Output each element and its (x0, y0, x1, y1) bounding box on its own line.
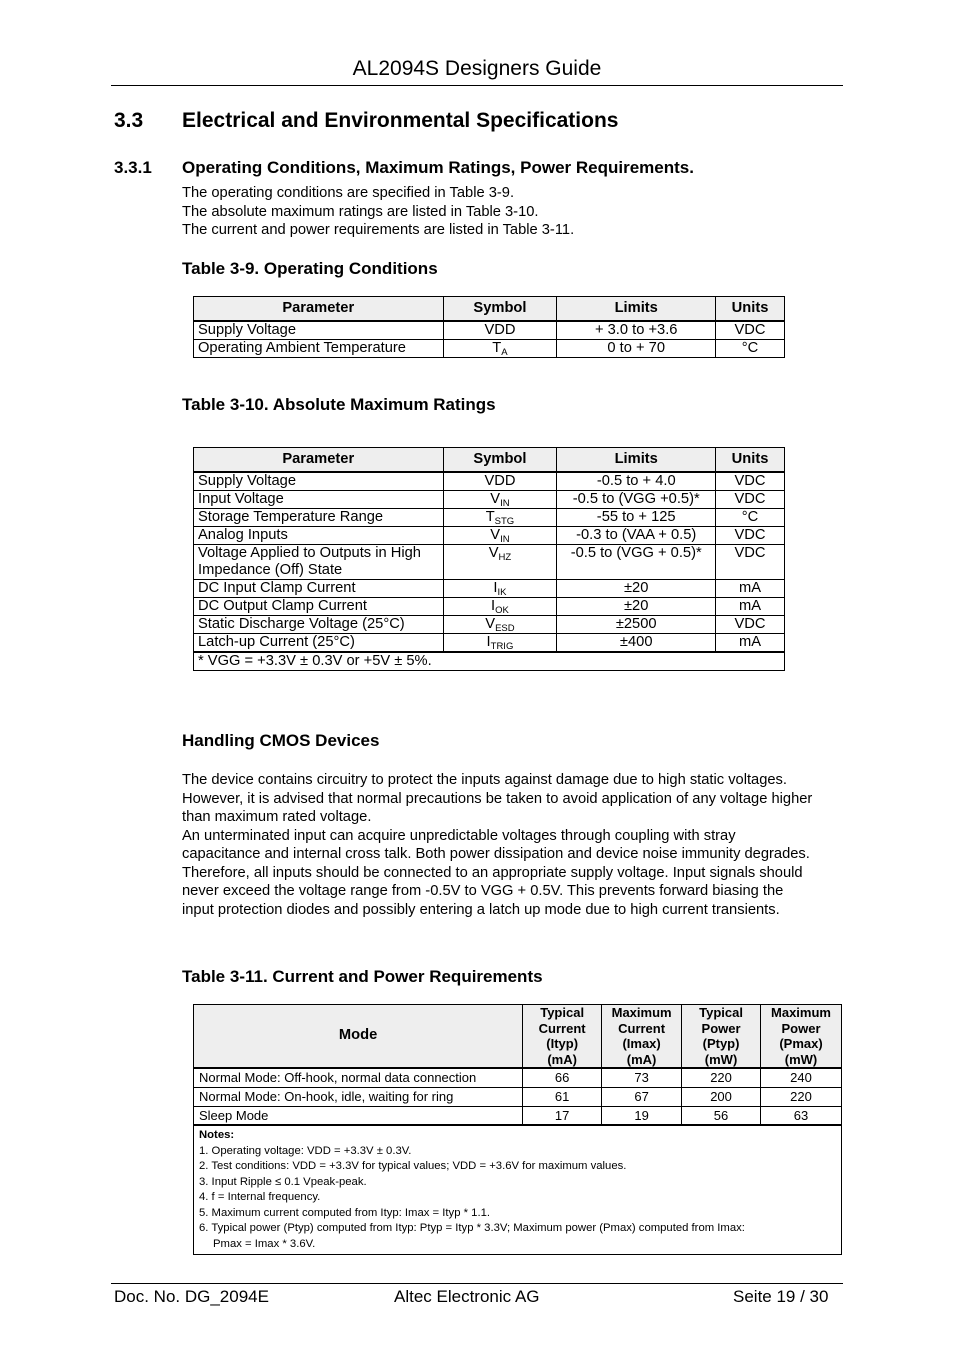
column-header: Limits (557, 297, 716, 321)
cmos-heading: Handling CMOS Devices (182, 731, 380, 750)
column-header: Maximum Current (Imax) (mA) (602, 1005, 682, 1069)
column-header: Parameter (194, 297, 444, 321)
table-row: Normal Mode: Off-hook, normal data connection 66 73 220 240 (194, 1068, 842, 1087)
table-footnote: * VGG = +3.3V ± 0.3V or +5V ± 5%. (194, 652, 785, 671)
table-footnote-row (194, 652, 785, 671)
subsection-title: Operating Conditions, Maximum Ratings, Power Requirements. (182, 158, 694, 177)
table-row: Normal Mode: On-hook, idle, waiting for ring 61 67 200 220 (194, 1087, 842, 1106)
paragraph: An unterminated input can acquire unpredictable voltages through coupling with stray capacitance and internal cross talk. Both power dissipation and device noise immunity degrades. Therefore, all inputs should be connected to an appropriate supply voltage. Input signals should never exceed the voltage range from -0.5V to VGG + 0.5V. This prevents forward biasing the input protection diodes and possibly entering a latch up mode due to high current transients. (182, 827, 810, 918)
table-3-10-caption: Table 3-10. Absolute Maximum Ratings (182, 395, 496, 414)
absolute-max-ratings-table (193, 447, 785, 671)
subsection-number: 3.3.1 (114, 158, 152, 177)
footer-doc-number: Doc. No. DG_2094E (114, 1287, 269, 1306)
cmos-body (182, 771, 814, 919)
intro-line: The operating conditions are specified in Table 3-9. (182, 185, 515, 201)
table-row: Static Discharge Voltage (25°C) $V_{ESD}$ ±2500 VDC (194, 615, 785, 633)
symbol-cell: $I_{TRIG}$ (443, 633, 557, 652)
column-header: Units (716, 297, 785, 321)
table-row: Storage Temperature Range $T_{STG}$ -55 to + 125 °C (194, 508, 785, 526)
limits-cell: 0 to + 70 (557, 339, 716, 357)
table-row: Supply Voltage VDD -0.5 to + 4.0 VDC (194, 472, 785, 491)
symbol-cell: VDD (443, 472, 557, 491)
current-power-table (193, 1004, 842, 1255)
table-notes (194, 1125, 842, 1255)
table-row: Input Voltage $V_{IN}$ -0.5 to (VGG +0.5)* VDC (194, 490, 785, 508)
table-row (194, 321, 785, 340)
notes-title: Notes: (199, 1129, 235, 1141)
symbol-cell: $T_{STG}$ (443, 508, 557, 526)
column-header: Limits (557, 448, 716, 472)
note-item: 5. Maximum current computed from Ityp: Imax = Ityp * 1.1. (199, 1206, 490, 1219)
table-3-11-caption: Table 3-11. Current and Power Requirements (182, 967, 543, 986)
intro-line: The current and power requirements are listed in Table 3-11. (182, 222, 575, 238)
operating-conditions-table (193, 296, 785, 358)
column-header: Units (716, 448, 785, 472)
column-header: Typical Current (Ityp) (mA) (523, 1005, 602, 1069)
parameter-cell: Operating Ambient Temperature (194, 339, 444, 357)
table-row: Latch-up Current (25°C) $I_{TRIG}$ ±400 mA (194, 633, 785, 652)
symbol-cell: $T_A$ (443, 339, 557, 357)
symbol-cell: $V_{ESD}$ (443, 615, 557, 633)
units-cell: VDC (716, 321, 785, 340)
table-row (194, 339, 785, 357)
symbol-cell: $V_{HZ}$ (443, 544, 557, 579)
note-item: 2. Test conditions: VDD = +3.3V for typical values; VDD = +3.6V for maximum values. (199, 1160, 627, 1172)
column-header: Mode (194, 1005, 523, 1069)
symbol-cell: $I_{OK}$ (443, 597, 557, 615)
section-title: Electrical and Environmental Specifications (182, 109, 619, 132)
column-header: Symbol (443, 448, 557, 472)
intro-line: The absolute maximum ratings are listed in Table 3-10. (182, 203, 539, 220)
table-row: DC Output Clamp Current $I_{OK}$ ±20 mA (194, 597, 785, 615)
table-row: Sleep Mode 17 19 56 63 (194, 1106, 842, 1125)
paragraph: The device contains circuitry to protect the inputs against damage due to high static voltages. However, it is advised that normal precautions be taken to avoid application of any voltage higher than maximum rated voltage. (182, 772, 813, 825)
column-header: Typical Power (Ptyp) (mW) (682, 1005, 761, 1069)
footer-company: Altec Electronic AG (394, 1287, 540, 1306)
note-item: 3. Input Ripple ≤ 0.1 Vpeak-peak. (199, 1175, 367, 1188)
table-3-9-caption: Table 3-9. Operating Conditions (182, 259, 438, 278)
note-item: 6. Typical power (Ptyp) computed from Ityp: Ptyp = Ityp * 3.3V; Maximum power (Pmax) computed from Imax: (199, 1222, 745, 1234)
symbol-cell: $V_{IN}$ (443, 490, 557, 508)
column-header: Parameter (194, 448, 444, 472)
notes-row (194, 1125, 842, 1255)
units-cell: °C (716, 339, 785, 357)
note-item: 4. f = Internal frequency. (199, 1191, 321, 1203)
parameter-cell: Supply Voltage (194, 321, 444, 340)
symbol-cell: VDD (443, 321, 557, 340)
header-rule (111, 85, 843, 86)
column-header: Maximum Power (Pmax) (mW) (761, 1005, 842, 1069)
limits-cell: + 3.0 to +3.6 (557, 321, 716, 340)
footer-rule (111, 1283, 843, 1284)
document-title: AL2094S Designers Guide (352, 57, 602, 80)
section-number: 3.3 (114, 109, 144, 132)
column-header: Symbol (443, 297, 557, 321)
table-row: DC Input Clamp Current $I_{IK}$ ±20 mA (194, 579, 785, 597)
table-row: Analog Inputs $V_{IN}$ -0.3 to (VAA + 0.5) VDC (194, 526, 785, 544)
subsection-intro (182, 184, 574, 240)
symbol-cell: $I_{IK}$ (443, 579, 557, 597)
table-row: Voltage Applied to Outputs in High Impedance (Off) State $V_{HZ}$ -0.5 to (VGG + 0.5)* VDC (194, 544, 785, 579)
footer-page-number: Seite 19 / 30 (733, 1287, 829, 1306)
note-item: Pmax = Imax * 3.6V. (213, 1237, 316, 1250)
symbol-cell: $V_{IN}$ (443, 526, 557, 544)
note-item: 1. Operating voltage: VDD = +3.3V ± 0.3V. (199, 1144, 412, 1157)
